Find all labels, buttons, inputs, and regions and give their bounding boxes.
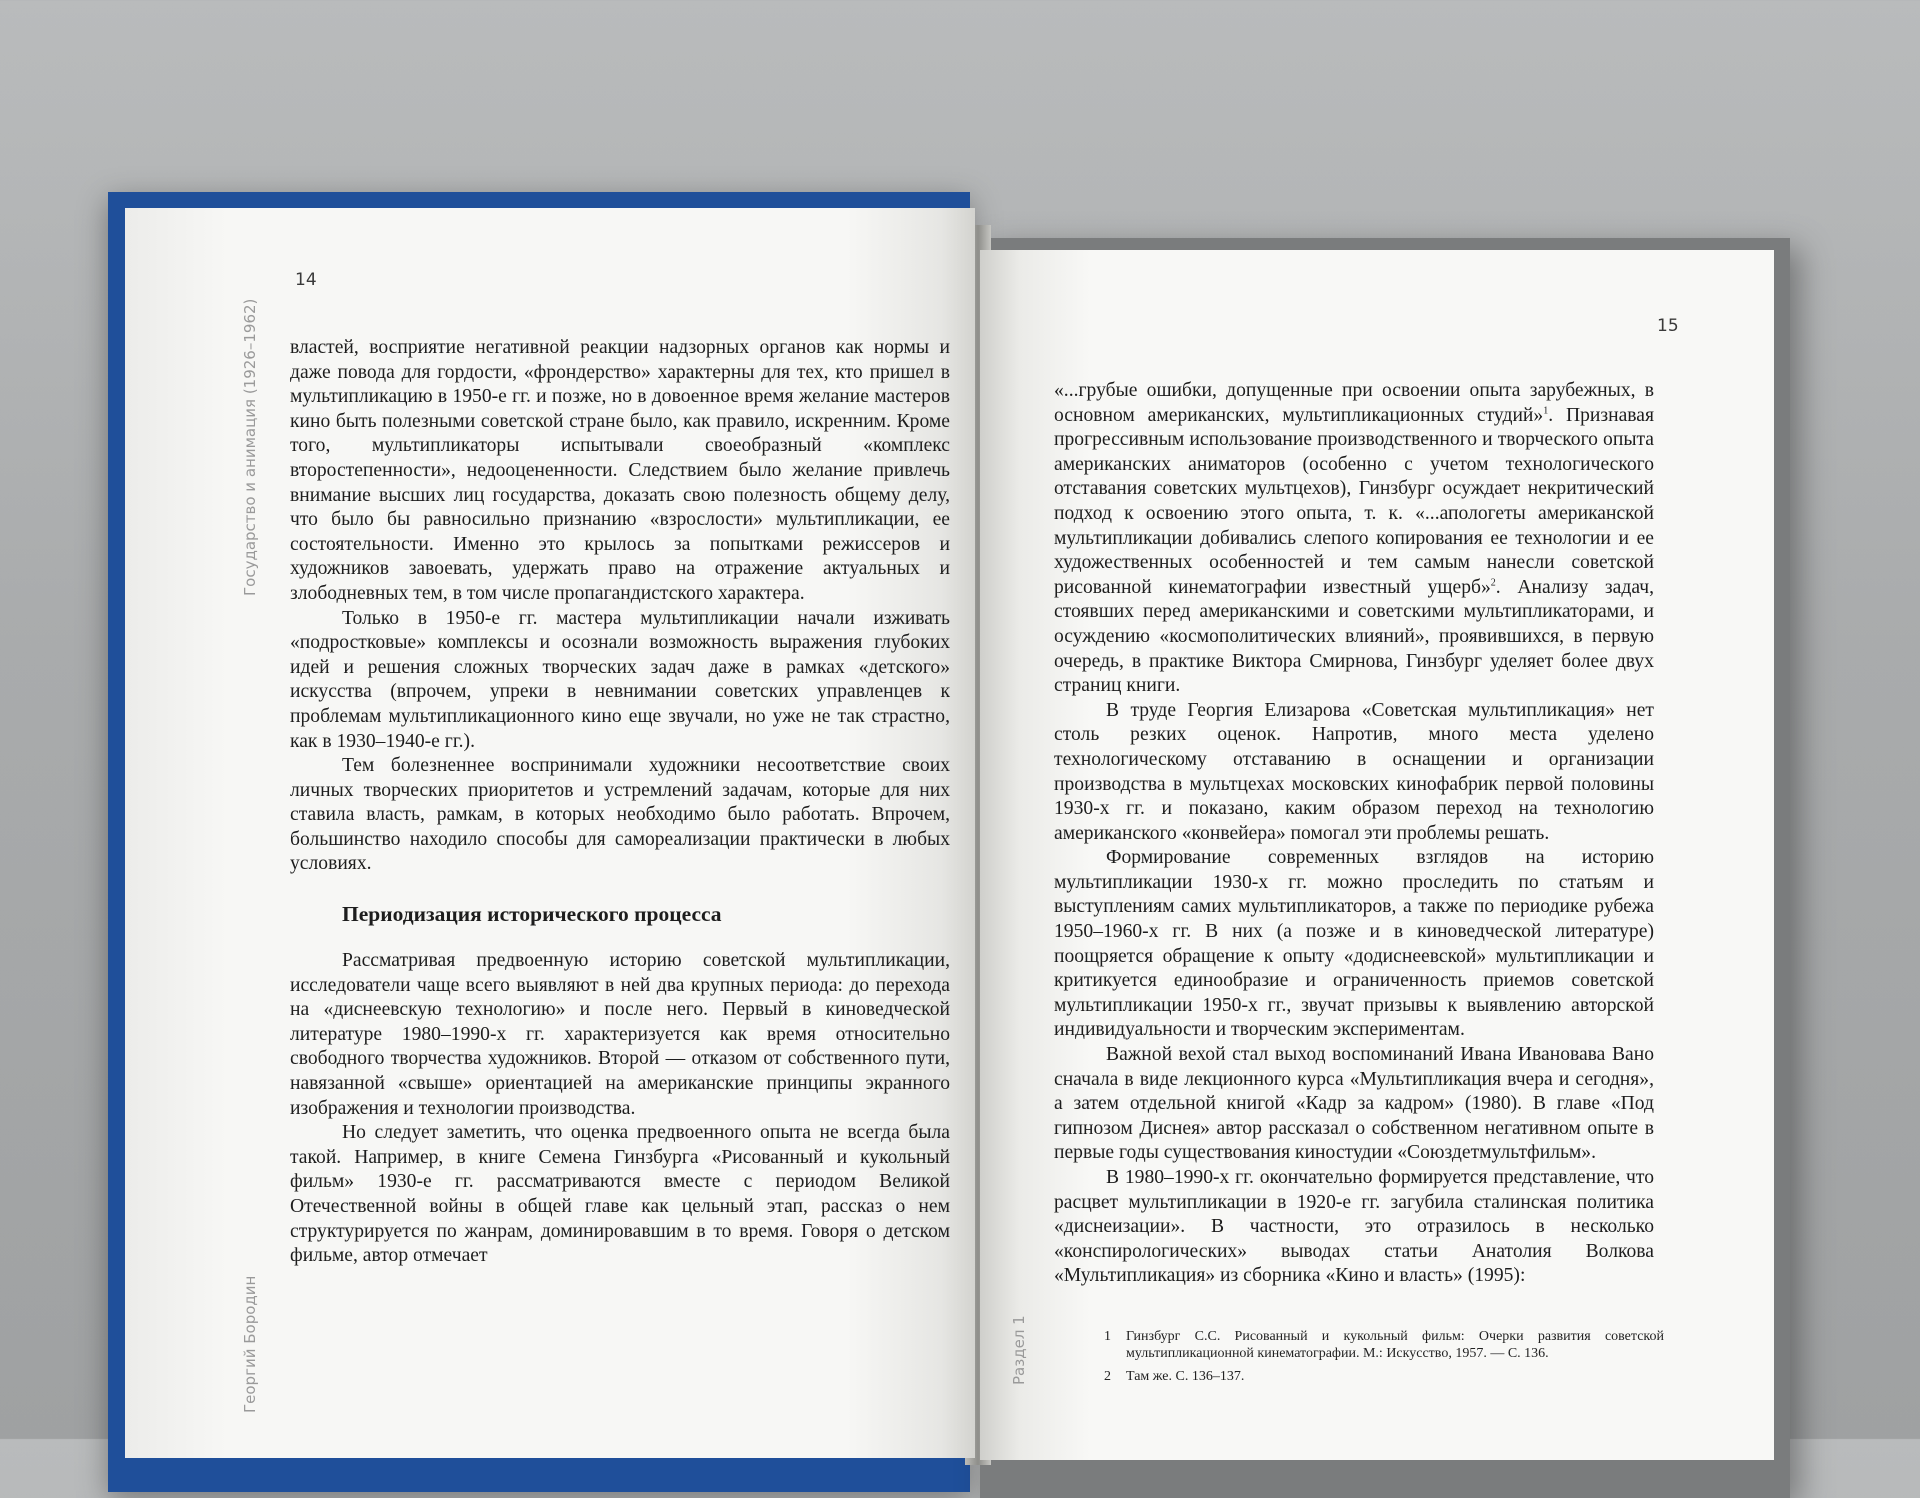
footnote-marker: 1 <box>1543 405 1549 417</box>
page-number-right: 15 <box>1657 316 1679 336</box>
paragraph: Только в 1950-е гг. мастера мультипликации начали изживать «подростковые» комплексы и осознали возможность выражения глубоких идей и решения сложных творческих задач даже в рамках «детского» искусства (впрочем, упреки в невнимании советских управленцев к проблемам мультипликационного кино еще звучали, но уже не так страстно, как в 1930–1940-е гг.). <box>290 607 950 752</box>
paragraph-text: Признавая прогрессивным использование производственного и творческого опыта американских аниматоров (особенно с учетом технологического отставания советских мультцехов), Гинзбург осуждает некритический подход к освоению этого опыта, т. к. «...апологеты американской мультипликации добивались слепого копирования ее технологии и ее художественных особенностей и тем самым нанесли советской рисованной кинематографии известный ущерб» <box>1054 404 1655 598</box>
right-page-text <box>1054 379 1654 1289</box>
paragraph: В 1980–1990-х гг. окончательно формируется представление, что расцвет мультипликации в 1920-е гг. загубила сталинская политика «диснеизации». В частности, это отразилось в несколько «конспирологических» выводах статьи Анатолия Волкова «Мультипликация» из сборника «Кино и власть» (1995): <box>1054 1167 1654 1287</box>
running-head: Государство и анимация (1926–1962) <box>241 298 259 596</box>
section-label: Раздел 1 <box>1010 1315 1028 1385</box>
paragraph: властей, восприятие негативной реакции надзорных органов как нормы и даже повода для гордости, «фрондерство» характерны для тех, кто пришел в мультипликацию в 1950-е гг. и позже, но в довоенное время желание мастеров кино быть полезными советской стране было, как правило, искренним. Кроме того, мультипликаторы испытывали своеобразный «комплекс второстепенности», недооцененности. Следствием было желание привлечь внимание высших лиц государства, доказать свою полезность общему делу, что было бы равносильно признанию «взрослости» мультипликации, ее состоятельности. Именно это крылось за попытками режиссеров и художников завоевать, удержать право на отражение актуальных и злободневных тем, в том числе пропагандистского характера. <box>290 337 950 604</box>
quote-text: «...грубые ошибки, допущенные при освоении опыта зарубежных, в основном американских, мультипликационных студий» <box>1054 380 1654 426</box>
footnote <box>1104 1368 1664 1385</box>
paragraph: «...грубые ошибки, допущенные при освоении опыта зарубежных, в основном американских, мультипликационных студий»$^1$. Признавая прогрессивным использование производственного и творческого опыта американских аниматоров (особенно с учетом технологического отставания советских мультцехов), Гинзбург осуждает некритический подход к освоению этого опыта, т. к. «...апологеты американской мультипликации добивались слепого копирования ее технологии и ее художественных особенностей и тем самым нанесли советской рисованной кинематографии известный ущерб»$^2$. Анализу задач, стоявших перед американскими и советскими мультипликаторами, и осуждению «космополитических влияний», проявившихся, в первую очередь, в практике Виктора Смирнова, Гинзбург уделяет более двух страниц книги. <box>1054 380 1655 697</box>
left-page-text <box>290 336 950 1269</box>
footnote-number: 2 <box>1104 1369 1111 1384</box>
footnote <box>1104 1328 1664 1362</box>
left-page <box>125 208 975 1458</box>
section-heading: Периодизация исторического процесса <box>342 902 722 927</box>
footnote-text: Там же. С. 136–137. <box>1126 1369 1245 1384</box>
paragraph: В труде Георгия Елизарова «Советская мультипликация» нет столь резких оценок. Напротив, много места уделено технологическому отставанию в оснащении и организации производства в мультцехах московских кинофабрик первой половины 1930-х гг. и показано, каким образом переход на технологию американского «конвейера» помогал эти проблемы решать. <box>1054 699 1654 844</box>
footnotes <box>1104 1328 1664 1391</box>
paragraph: Тем болезненнее воспринимали художники несоответствие своих личных творческих приоритетов и устремлений задачам, которые для них ставила власть, рамкам, в которых необходимо было работать. Впрочем, большинство находило способы для самореализации практически в любых условиях. <box>290 755 950 875</box>
footnote-number: 1 <box>1104 1329 1111 1344</box>
page-number-left: 14 <box>295 270 317 290</box>
author-name: Георгий Бородин <box>241 1275 259 1413</box>
footnote-marker: 2 <box>1490 577 1496 589</box>
paragraph-text: . Анализу задач, стоявших перед американскими и советскими мультипликаторами, и осуждению «космополитических влияний», проявившихся, в первую очередь, в практике Виктора Смирнова, Гинзбург уделяет более двух страниц книги. <box>1054 576 1654 697</box>
paragraph: Важной вехой стал выход воспоминаний Ивана Ивановава Вано сначала в виде лекционного курса «Мультипликация вчера и сегодня», а затем отдельной книгой «Кадр за кадром» (1980). В главе «Под гипнозом Диснея» автор рассказал о собственном негативном опыте в первые годы существования киностудии «Союздетмультфильм». <box>1054 1044 1654 1164</box>
footnote-text: Гинзбург С.С. Рисованный и кукольный фильм: Очерки развития советской мультипликационной кинематографии. М.: Искусство, 1957. — С. 136. <box>1126 1329 1664 1361</box>
paragraph: Формирование современных взглядов на историю мультипликации 1930-х гг. можно проследить по статьям и выступлениям самих мультипликаторов, а также по периодике рубежа 1950–1960-х гг. В них (а позже и в киноведческой литературе) поощряется обращение к опыту «додиснеевской» мультипликации и критикуется единообразие и ограниченность приемов советской мультипликации 1950-х гг., звучат призывы к выявлению авторской индивидуальности и творческим экспериментам. <box>1054 847 1654 1041</box>
right-page <box>980 250 1774 1460</box>
paragraph: Рассматривая предвоенную историю советской мультипликации, исследователи чаще всего выявляют в ней два крупных периода: до перехода на «диснеевскую технологию» и после него. Первый в киноведческой литературе 1980–1990-х гг. характеризуется как время относительно свободного творчества художников. Второй — отказом от собственного пути, навязанной «свыше» ориентацией на американские принципы экранного изображения и технологии производства. <box>290 950 950 1119</box>
paragraph: Но следует заметить, что оценка предвоенного опыта не всегда была такой. Например, в книге Семена Гинзбурга «Рисованный и кукольный фильм» 1930-е гг. рассматриваются вместе с периодом Великой Отечественной войны в общей главе как цельный этап, рассказ о нем структурируется по жанрам, доминировавшим в то время. Говоря о детском фильме, автор отмечает <box>290 1122 950 1267</box>
